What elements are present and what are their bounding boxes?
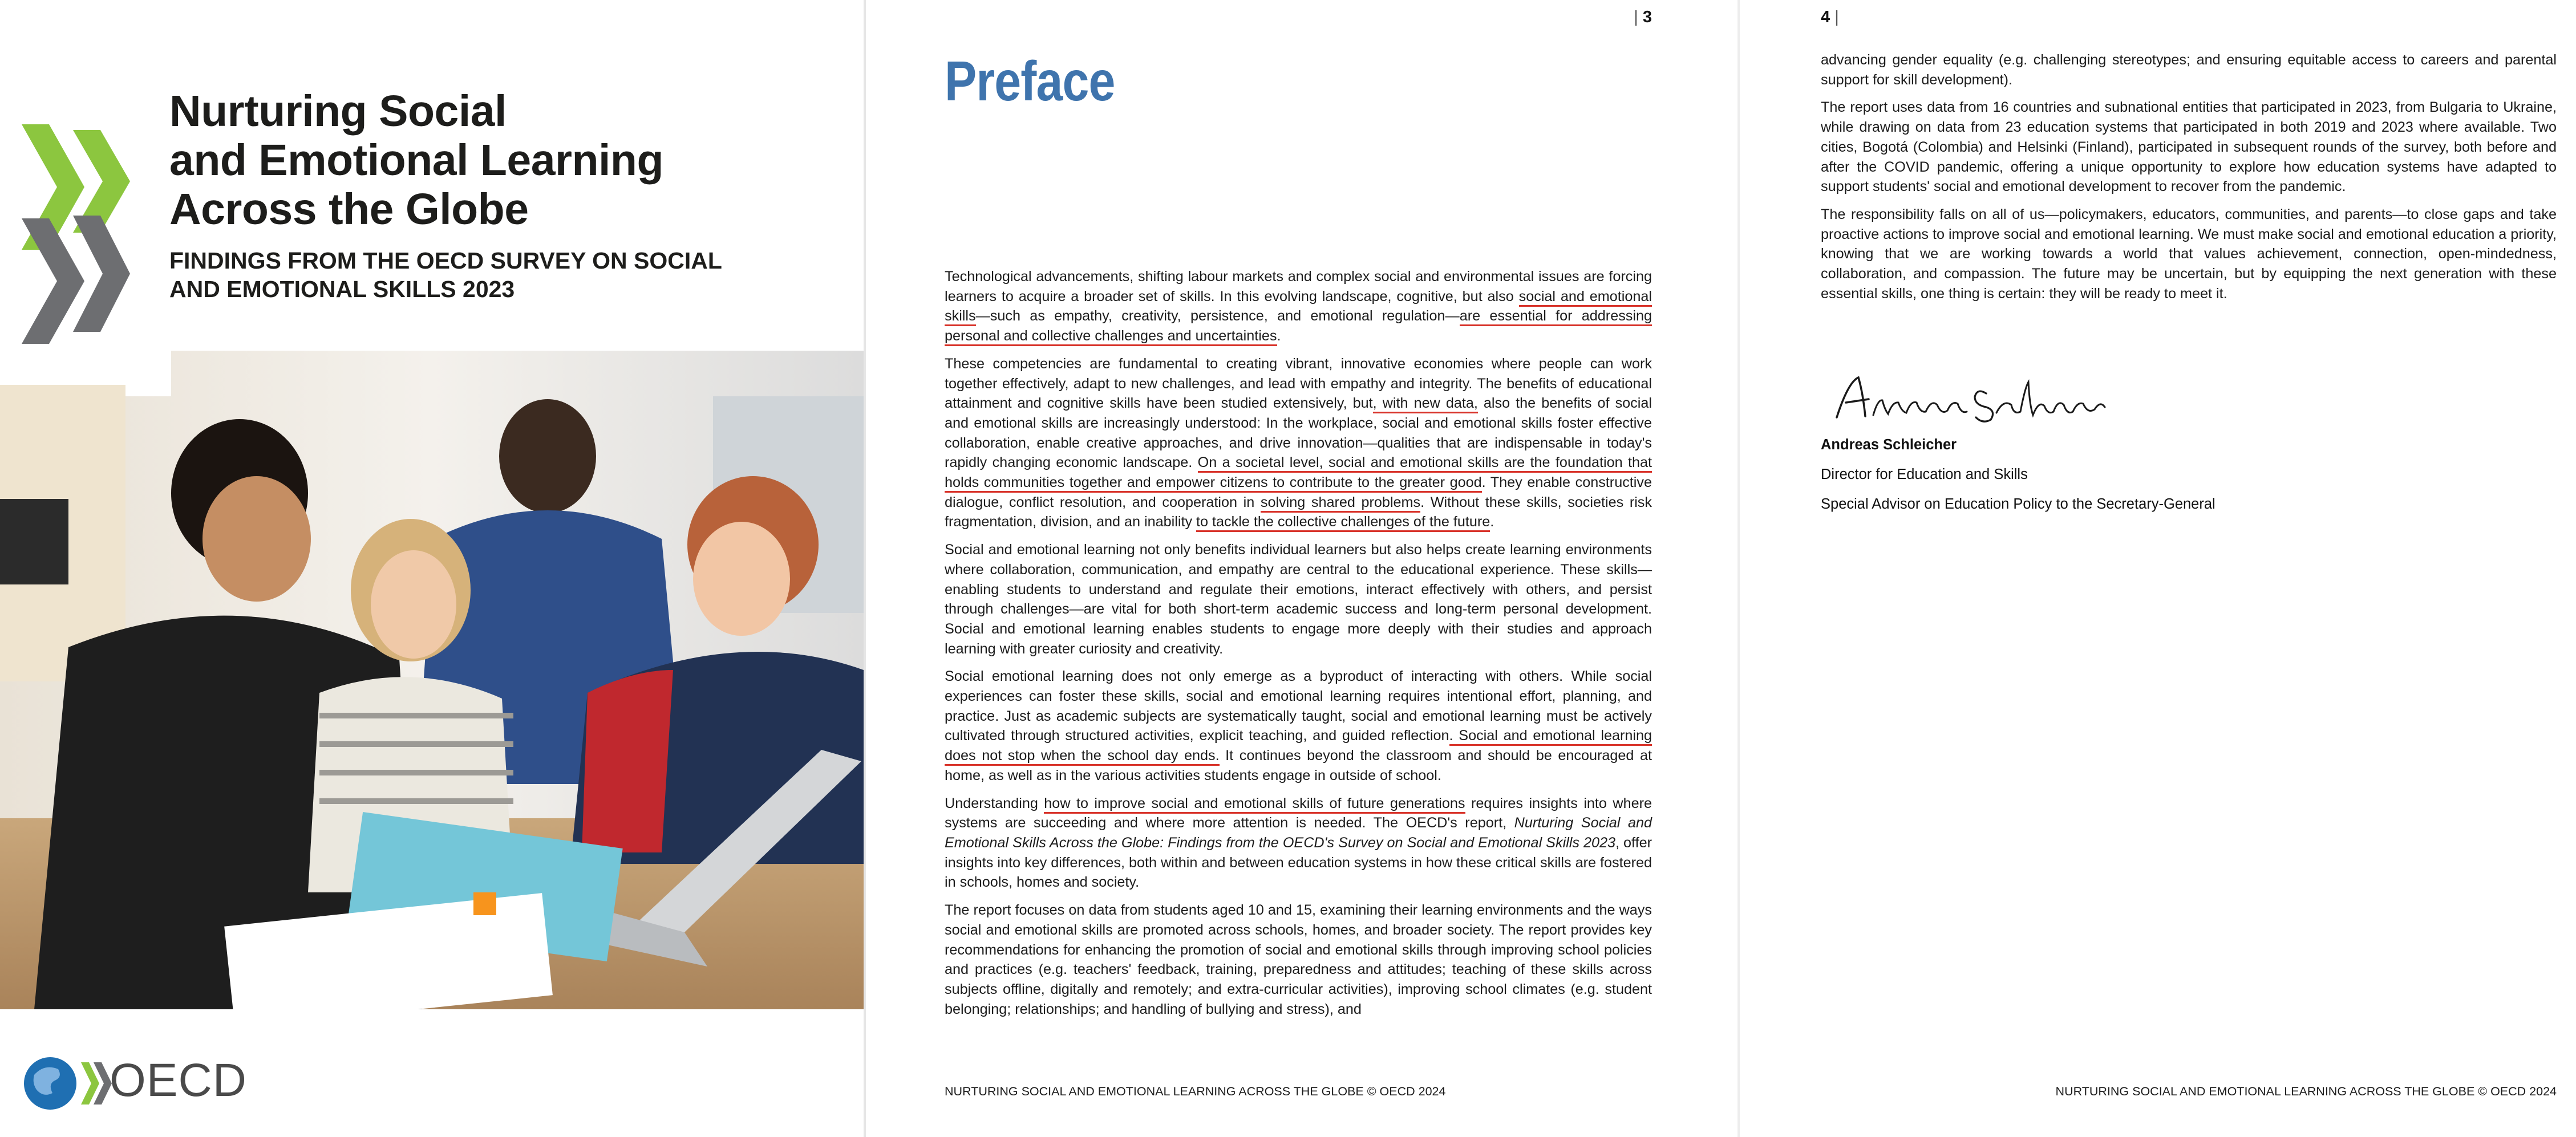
signatory-role: Director for Education and Skills bbox=[1821, 466, 2028, 482]
cover-subtitle bbox=[169, 246, 825, 303]
report-cover bbox=[0, 0, 864, 1137]
text-run: . bbox=[1490, 514, 1494, 530]
page-number: 4 | bbox=[1821, 8, 1839, 26]
page-number-value: 3 bbox=[1642, 8, 1652, 26]
handwritten-signature bbox=[1825, 365, 2122, 428]
oecd-logo-text: OECD bbox=[110, 1054, 247, 1106]
cover-photo bbox=[0, 351, 864, 1009]
text-run: Technological advancements, shifting labour markets and complex social and environmental issues are forcing learners to acquire a broader set of skills. In this evolving landscape, cognitive, but also bbox=[945, 269, 1652, 304]
underlined-annotation: to tackle the collective challenges of the future bbox=[1196, 514, 1490, 532]
text-run: Understanding bbox=[945, 795, 1044, 811]
page-number-value: 4 bbox=[1821, 8, 1830, 26]
body-paragraph: The responsibility falls on all of us—policymakers, educators, communities, and parents—to close gaps and take proactive actions to improve social and emotional learning. We must make social and emotional education a priority, knowing that we are working towards a world that values achievement, connection, open-mindedness, collaboration, and compassion. The future may be uncertain, but by equipping the next generation with these essential skills, one thing is certain: they will be ready to meet it. bbox=[1821, 206, 2557, 302]
text-run: . Without these skills, societies risk fragmentation, division, and an inability bbox=[945, 494, 1652, 530]
underlined-annotation: are essential for addressing personal and collective challenges and uncertainties bbox=[945, 308, 1652, 346]
underlined-annotation: . Social and emotional learning does not stop when the school day ends. bbox=[945, 728, 1652, 766]
text-run: . They enable constructive dialogue, conflict resolution, and cooperation in bbox=[945, 474, 1652, 510]
text-run: Social and emotional learning not only benefits individual learners but also helps create learning environments where collaboration, communication, and empathy are central to the educational experience. These skills—enabling students to understand and regulate their emotions, interact effectively with others, and persist through challenges—are vital for both short-term academic success and long-term personal development. Social and emotional learning enables students to engage more deeply with their studies and approach learning with greater curiosity and creativity. bbox=[945, 542, 1652, 657]
text-run: . bbox=[1277, 328, 1281, 344]
document-page-3 bbox=[866, 0, 1737, 1137]
body-paragraph bbox=[945, 540, 1652, 659]
body-paragraph bbox=[945, 667, 1652, 785]
cover-title-line: Across the Globe bbox=[169, 185, 529, 234]
oecd-chevrons-graphic bbox=[22, 124, 130, 344]
underlined-annotation: , with new data, bbox=[1373, 395, 1478, 413]
signatory-role: Special Advisor on Education Policy to the Secretary-General bbox=[1821, 496, 2215, 512]
page-number: | 3 bbox=[1634, 8, 1652, 26]
body-paragraph: The report uses data from 16 countries and subnational entities that participated in 2023, from Bulgaria to Ukraine, while drawing on data from 23 education systems that participated in both 2019 and 2023 where available. Two cities, Bogotá (Colombia) and Helsinki (Finland), participated in subsequent rounds of the survey, both before and after the COVID pandemic, offering a unique opportunity to explore how education systems have adapted to support students' social and emotional development to recover from the pandemic. bbox=[1821, 99, 2557, 195]
text-run: The report focuses on data from students aged 10 and 15, examining their learning environments and the ways social and emotional skills are promoted across schools, homes, and broader society. The report provides key recommendations for enhancing the promotion of social and emotional skills through improving school policies and practices (e.g. teachers' feedback, training, preparedness and attitudes; teaching of these skills across subjects offline, digitally and remotely; and extra-curricular activities), improving school climates (e.g. student belonging; relationships; and handling of bullying and stress), and bbox=[945, 902, 1652, 1017]
underlined-annotation: On a societal level, social and emotional skills are the foundation that holds communities together and empower citizens to contribute to the greater good bbox=[945, 454, 1652, 493]
signatory-name: Andreas Schleicher bbox=[1821, 437, 1957, 453]
text-run: Nurturing Social and Emotional Skills Across the Globe: Findings from the OECD's Survey on Social and Emotional Skills 2023 bbox=[945, 815, 1652, 851]
underlined-annotation: social and emotional skills bbox=[945, 289, 1652, 327]
page-title: Preface bbox=[945, 50, 1115, 112]
text-run: also the benefits of social and emotional skills are increasingly understood: In the workplace, social and emotional skills foster effective collaboration, enable creative approaches, and drive innovation—qualities that are indispensable in today's rapidly changing economic landscape. bbox=[945, 395, 1652, 471]
cover-title-line: and Emotional Learning bbox=[169, 136, 664, 185]
text-run: It continues beyond the classroom and should be encouraged at home, as well as in the various activities students engage in outside of school. bbox=[945, 748, 1652, 783]
text-run: Social emotional learning does not only emerge as a byproduct of interacting with others. While social experiences can foster these skills, social and emotional learning requires intentional effort, planning, and practice. Just as academic subjects are systematically taught, social and emotional learning must be actively cultivated through structured activities, explicit teaching, and guided reflection bbox=[945, 668, 1652, 744]
page-footer: NURTURING SOCIAL AND EMOTIONAL LEARNING ACROSS THE GLOBE © OECD 2024 bbox=[2055, 1085, 2557, 1098]
cover-subtitle-line: FINDINGS FROM THE OECD SURVEY ON SOCIAL bbox=[169, 247, 722, 274]
body-paragraph bbox=[945, 354, 1652, 532]
underlined-annotation: how to improve social and emotional skills of future generations bbox=[1044, 795, 1465, 814]
body-paragraph bbox=[945, 794, 1652, 893]
text-run: requires insights into where systems are succeeding and where more attention is needed. The OECD's report, bbox=[945, 795, 1652, 831]
text-run: , offer insights into key differences, both within and between education systems in how these critical skills are fostered in schools, homes and society. bbox=[945, 834, 1652, 891]
cover-subtitle-line: AND EMOTIONAL SKILLS 2023 bbox=[169, 276, 515, 302]
text-run: These competencies are fundamental to creating vibrant, innovative economies where people can work together effectively, adapt to new challenges, and lead with empathy and integrity. The benefits of educational attainment and cognitive skills have been studied extensively, but bbox=[945, 355, 1652, 412]
cover-title-line: Nurturing Social bbox=[169, 87, 507, 136]
document-page-4 bbox=[1740, 0, 2576, 1137]
text-run: —such as empathy, creativity, persistence, and emotional regulation— bbox=[975, 308, 1460, 324]
body-paragraph: advancing gender equality (e.g. challenging stereotypes; and ensuring equitable access to careers and parental support for skill development). bbox=[1821, 52, 2557, 88]
body-paragraph bbox=[945, 900, 1652, 1019]
underlined-annotation: solving shared problems bbox=[1261, 494, 1420, 513]
preface-body-continued bbox=[1821, 50, 2557, 311]
preface-body bbox=[945, 267, 1652, 1027]
body-paragraph bbox=[945, 267, 1652, 346]
page-footer: NURTURING SOCIAL AND EMOTIONAL LEARNING ACROSS THE GLOBE © OECD 2024 bbox=[945, 1085, 1446, 1098]
cover-title bbox=[169, 87, 825, 234]
